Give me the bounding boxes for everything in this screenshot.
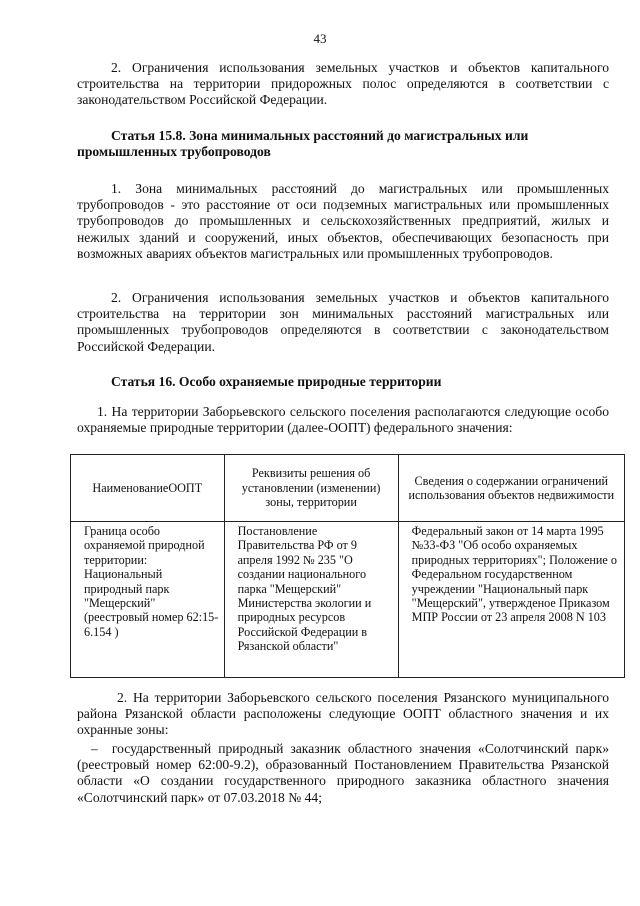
paragraph-roadside-restrictions (77, 60, 609, 109)
heading-text: Статья 16. Особо охраняемые природные территории (111, 374, 442, 389)
list-item-body: государственный природный заказник областного значения «Солотчинский парк» (реестровый номер 62:00-9.2), образованный Постановлением Правительства Рязанской области «О создании государственного природного заказника областного значения «Солотчинский парк» от 07.03.2018 № 44; (77, 741, 609, 805)
table-header-row (71, 455, 625, 522)
table-cell-decision (224, 522, 398, 678)
dash-marker: – (91, 741, 98, 756)
cell-line: Граница особо охраняемой природной территории: (84, 524, 205, 567)
table-cell-restrictions (398, 522, 624, 678)
oopt-table (70, 454, 625, 678)
paragraph-pipeline-zone-restrictions (77, 290, 609, 355)
paragraph-text: 2. Ограничения использования земельных участков и объектов капитального строительства на территории зон минимальных расстояний магистральных или промышленных трубопроводов определяются в соответствии с законодательством Российской Федерации. (77, 290, 609, 354)
table-header-cell: Реквизиты решения об установлении (изменении) зоны, территории (224, 455, 398, 522)
page-number: 43 (313, 31, 327, 46)
list-item-solotchinsky-park (77, 741, 609, 806)
cell-line: Национальный природный парк "Мещерский" (84, 567, 170, 611)
paragraph-regional-oopt-intro (77, 690, 609, 739)
paragraph-federal-oopt-intro (77, 404, 609, 436)
table-row (71, 522, 625, 678)
cell-text: Федеральный закон от 14 марта 1995 №33-ФЗ "Об особо охраняемых природных территориях"; Положение о Федеральном государственном учреждении "Национальный парк "Мещерский", утвержденое Приказом МПР России от 23 апреля 2008 N 103 (411, 524, 617, 625)
heading-article-15-8 (77, 128, 609, 160)
paragraph-text: 1. Зона минимальных расстояний до магистральных или промышленных трубопроводов - это расстояние от оси подземных магистральных или промышленных трубопроводов до промышленных и сельскохозяйственных предприятий, жилых и нежилых зданий и сооружений, иных объектов, обеспечивающих безопасность при возможных авариях объектов магистральных или промышленных трубопроводов. (77, 181, 609, 261)
heading-text: Статья 15.8. Зона минимальных расстояний до магистральных или промышленных трубопроводов (77, 128, 529, 160)
table-header-cell: Сведения о содержании ограничений использования объектов недвижимости (398, 455, 624, 522)
heading-article-16 (77, 374, 609, 390)
cell-text: Постановление Правительства РФ от 9 апреля 1992 № 235 "О создании национального парка "Мещерский" Министерства экологии и природных ресурсов Российской Федерации в Рязанской области" (237, 524, 372, 654)
paragraph-text: 1. На территории Заборьевского сельского поселения располагаются следующие особо охраняемые природные территории (далее-ООПТ) федерального значения: (77, 404, 609, 436)
list-item-text (77, 741, 609, 806)
cell-line: (реестровый номер 62:15-6.154 ) (84, 610, 219, 639)
paragraph-text: 2. Ограничения использования земельных участков и объектов капитального строительства на территории придорожных полос определяются в соответствии с законодательством Российской Федерации. (77, 60, 609, 108)
paragraph-text: 2. На территории Заборьевского сельского поселения Рязанского муниципального района Рязанской области расположены следующие ООПТ областного значения и их охранные зоны: (77, 690, 609, 738)
table-cell-name (71, 522, 225, 678)
paragraph-pipeline-zone-definition (77, 181, 609, 262)
table-header-cell: НаименованиеООПТ (71, 455, 225, 522)
